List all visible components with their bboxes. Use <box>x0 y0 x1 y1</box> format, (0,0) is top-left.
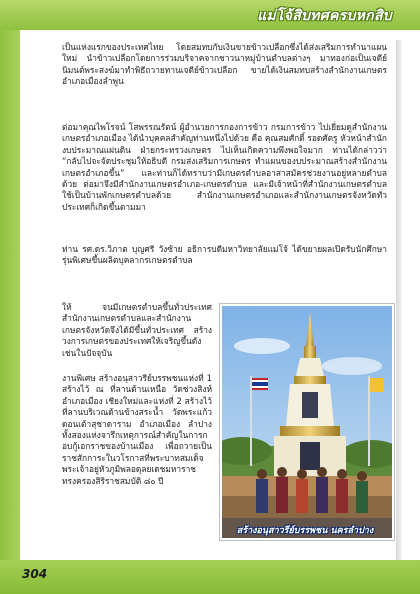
paragraph-1: เป็นแห่งแรกของประเทศไทย โดยสมทบกับเงินขายข้าวเปลือกซึ่งได้ส่งเสริมการทำนาแผนใหม่ นำข้าวเปลือกโดยการร่วมบริจาคจากชาวนาหมู่บ้านตำบลต่างๆ มาทองก่อเป็นเจดีย์นิมนต์พระสงฆ์มาทำพิธีถวายทานเจดีย์ข้าวเปลือก ขายได้เงินสมทบสร้างสำนักงานเกษตรอำเภอเมืองลำพูน <box>62 42 387 87</box>
panel-shadow <box>396 40 402 560</box>
left-decorative-strip <box>0 30 20 560</box>
monument-photo <box>220 304 394 540</box>
header-title: แม่โจ้สิบทศครบหกสิบ <box>257 8 392 24</box>
paragraph-4: งานพิเศษ สร้างอนุสาวรีย์บรรพชนแห่งที่ 1 สร้างไว้ ณ ที่ลานด้านเหนือ วัดช่วงสิงห์ อำเภอเมือง เชียงใหม่และแห่งที่ 2 สร้างไว้ที่ลานบริเวณด้านข้างสระน้ำ วัดพระแก้วดอนเต้าสุชาดาราม อำเภอเมือง ลำปาง ทั้งสองแห่งจารึกเหตุการณ์สำคัญในการกอบกู้เอกราชของบ้านเมือง เพื่อถวายเป็นราชสักการะในวโรกาสที่พระบาทสมเด็จพระเจ้าอยู่หัวภูมิพลอดุลยเดชมหาราช ทรงครองสิริราชสมบัติ ๘๐ ปี <box>62 373 212 486</box>
paragraph-3-left: ให้ จนมีเกษตรตำบลขึ้นทั่วประเทศ สำนักงานเกษตรตำบลและสำนักงานเกษตรจังหวัดจึงได้มีขึ้นทั่วประเทศ สร้างวงการเกษตรของประเทศให้เจริญขึ้นดังเช่นในปัจจุบัน <box>62 302 212 358</box>
photo-caption: สร้างอนุสาวรีย์บรรพชน นครลำปาง <box>236 526 374 536</box>
footer-band <box>0 560 420 594</box>
paragraph-2: ต่อมาคุณไพโรจน์ โสพรรณรัตน์ ผู้อำนวยการกองการข้าว กรมการข้าว ไปเยี่ยมดูสำนักงานเกษตรอำเภอเมือง ได้นำบุคคลสำคัญท่านหนึ่งไปด้วย คือ คุณสมศักดิ์ รอดศัตรู หัวหน้าสำนักงบประมาณแผ่นดิน ฝ่ายกระทรวงเกษตร ไปเห็นเกิดความพึงพอใจมาก ท่านได้กล่าวว่า “กลับไปจะจัดประชุมให้อธิบดี กรมส่งเสริมการเกษตร ทำแผนของบประมาณสร้างสำนักงานเกษตรอำเภอขึ้น” และท่านก็ได้ทราบว่ามีเกษตรตำบลอาสาสมัครช่วยงานอยู่หลายตำบลด้วย ต่อมาจึงมีสำนักงานเกษตรอำเภอ-เกษตรตำบล และมีเจ้าหน้าที่สำนักงานเกษตรตำบลใช้เป็นบ้านพักเกษตรตำบลด้วย สำนักงานเกษตรอำเภอและสำนักงานเกษตรจังหวัดทั่วประเทศก็เกิดขึ้นตามมา <box>62 122 387 212</box>
page-number: 304 <box>22 567 48 581</box>
paragraph-3-top: ท่าน รศ.ดร.วิภาต บุญศรี วังซ้าย อธิการบดีมหาวิทยาลัยแม่โจ้ ได้ขยายผลเปิดรับนักศึกษารุ่นพิเศษขึ้นผลิตบุคลากรเกษตรตำบล <box>62 244 387 266</box>
